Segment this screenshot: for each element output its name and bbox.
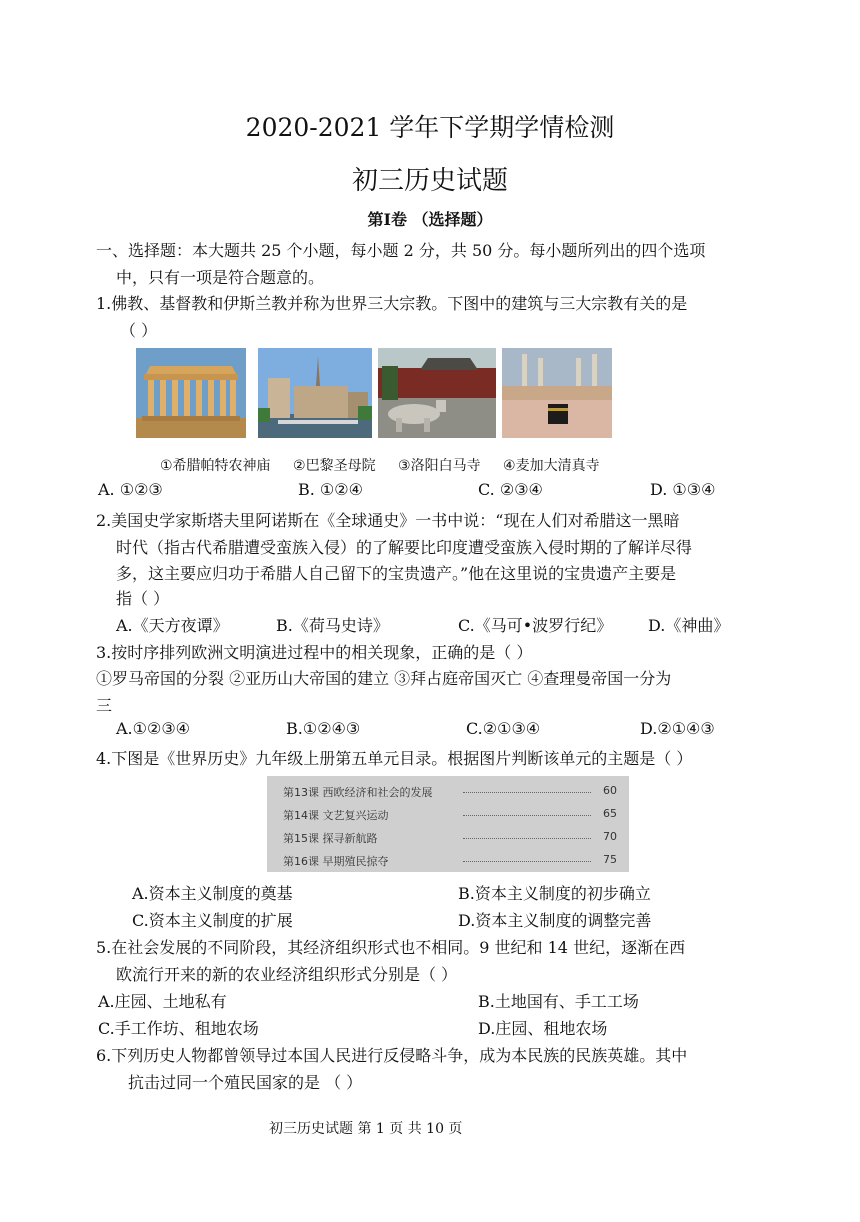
q3-stem-line1: 3.按时序排列欧洲文明演进过程中的相关现象，正确的是（ ）: [96, 643, 533, 662]
toc-lesson-title: 第15课 探寻新航路: [283, 832, 378, 845]
exam-title: 2020-2021 学年下学期学情检测: [245, 113, 615, 142]
q3-option-b[interactable]: B.①②④③: [286, 719, 361, 738]
toc-lesson-title: 第16课 早期殖民掠夺: [283, 855, 389, 868]
q1-photo-captions: [160, 455, 618, 475]
q2-option-b[interactable]: B.《荷马史诗》: [276, 616, 389, 635]
q4-option-b[interactable]: B.资本主义制度的初步确立: [458, 884, 651, 903]
section-instruction-line2: 中，只有一项是符合题意的。: [116, 268, 325, 287]
exam-subtitle: 初三历史试题: [351, 166, 508, 196]
q3-stem-line3: 三: [96, 696, 113, 715]
toc-row: [283, 853, 617, 869]
section-instruction-line1: 一、选择题：本大题共 25 个小题，每小题 2 分，共 50 分。每小题所列出的四个选项: [96, 241, 706, 260]
white-horse-temple-photo: [378, 348, 496, 438]
q3-stem-line2: ①罗马帝国的分裂 ②亚历山大帝国的建立 ③拜占庭帝国灭亡 ④查理曼帝国一分为: [96, 669, 672, 688]
notre-dame-photo: [258, 348, 372, 438]
q2-stem-line1: 2.美国史学家斯塔夫里阿诺斯在《全球通史》一书中说：“现在人们对希腊这一黑暗: [96, 511, 680, 530]
q2-option-c[interactable]: C.《马可•波罗行纪》: [458, 616, 613, 635]
q6-stem-line2: 抗击过同一个殖民国家的是 （ ）: [128, 1073, 363, 1092]
q2-option-d[interactable]: D.《神曲》: [648, 616, 730, 635]
q1-option-d[interactable]: D. ①③④: [650, 480, 716, 499]
toc-row: [283, 830, 617, 846]
q3-option-a[interactable]: A.①②③④: [116, 719, 191, 738]
q5-option-d[interactable]: D.庄园、租地农场: [478, 1019, 608, 1038]
part-heading: 第Ⅰ卷 （选择题）: [367, 210, 493, 229]
caption-parthenon: ①希腊帕特农神庙: [160, 458, 271, 474]
toc-row: [283, 784, 617, 800]
q4-stem-line1: 4.下图是《世界历史》九年级上册第五单元目录。根据图片判断该单元的主题是（ ）: [96, 749, 693, 768]
toc-lesson-title: 第13课 西欧经济和社会的发展: [283, 786, 433, 799]
mecca-mosque-photo: [502, 348, 612, 438]
q4-option-c[interactable]: C.资本主义制度的扩展: [132, 911, 293, 930]
q5-stem-line1: 5.在社会发展的不同阶段，其经济组织形式也不相同。9 世纪和 14 世纪，逐渐在西: [96, 938, 686, 957]
toc-lesson-title: 第14课 文艺复兴运动: [283, 809, 389, 822]
q5-stem-line2: 欧流行开来的新的农业经济组织形式分别是（ ）: [116, 965, 458, 984]
q2-stem-line3: 多，这主要应归功于希腊人自己留下的宝贵遗产。”他在这里说的宝贵遗产主要是: [116, 564, 677, 583]
toc-page-number: 70: [603, 830, 617, 843]
q1-option-c[interactable]: C. ②③④: [478, 480, 543, 499]
unit-table-of-contents: [267, 776, 629, 872]
parthenon-photo: [136, 348, 246, 438]
toc-row: [283, 807, 617, 823]
q4-option-d[interactable]: D.资本主义制度的调整完善: [458, 911, 652, 930]
q2-option-a[interactable]: A.《天方夜谭》: [116, 616, 229, 635]
q5-option-a[interactable]: A.庄园、土地私有: [98, 992, 227, 1011]
q1-option-b[interactable]: B. ①②④: [298, 480, 363, 499]
caption-white-horse-temple: ③洛阳白马寺: [398, 458, 481, 474]
q3-option-d[interactable]: D.②①④③: [640, 719, 715, 738]
q6-stem-line1: 6.下列历史人物都曾领导过本国人民进行反侵略斗争，成为本民族的民族英雄。其中: [96, 1046, 688, 1065]
toc-page-number: 60: [603, 784, 617, 797]
q5-option-b[interactable]: B.土地国有、手工工场: [478, 992, 639, 1011]
q2-stem-line2: 时代（指古代希腊遭受蛮族入侵）的了解要比印度遭受蛮族入侵时期的了解详尽得: [116, 538, 693, 557]
toc-page-number: 75: [603, 853, 617, 866]
q2-stem-line4: 指（ ）: [116, 589, 170, 608]
q1-stem-line2: （ ）: [120, 321, 158, 340]
q5-option-c[interactable]: C.手工作坊、租地农场: [98, 1019, 259, 1038]
q4-option-a[interactable]: A.资本主义制度的奠基: [132, 884, 293, 903]
page-footer: 初三历史试题 第 1 页 共 10 页: [269, 1121, 463, 1137]
toc-page-number: 65: [603, 807, 617, 820]
q3-option-c[interactable]: C.②①③④: [466, 719, 541, 738]
caption-notre-dame: ②巴黎圣母院: [293, 458, 376, 474]
caption-mecca-mosque: ④麦加大清真寺: [503, 458, 600, 474]
q1-stem-line1: 1.佛教、基督教和伊斯兰教并称为世界三大宗教。下图中的建筑与三大宗教有关的是: [96, 294, 688, 313]
q1-option-a[interactable]: A. ①②③: [98, 480, 163, 499]
